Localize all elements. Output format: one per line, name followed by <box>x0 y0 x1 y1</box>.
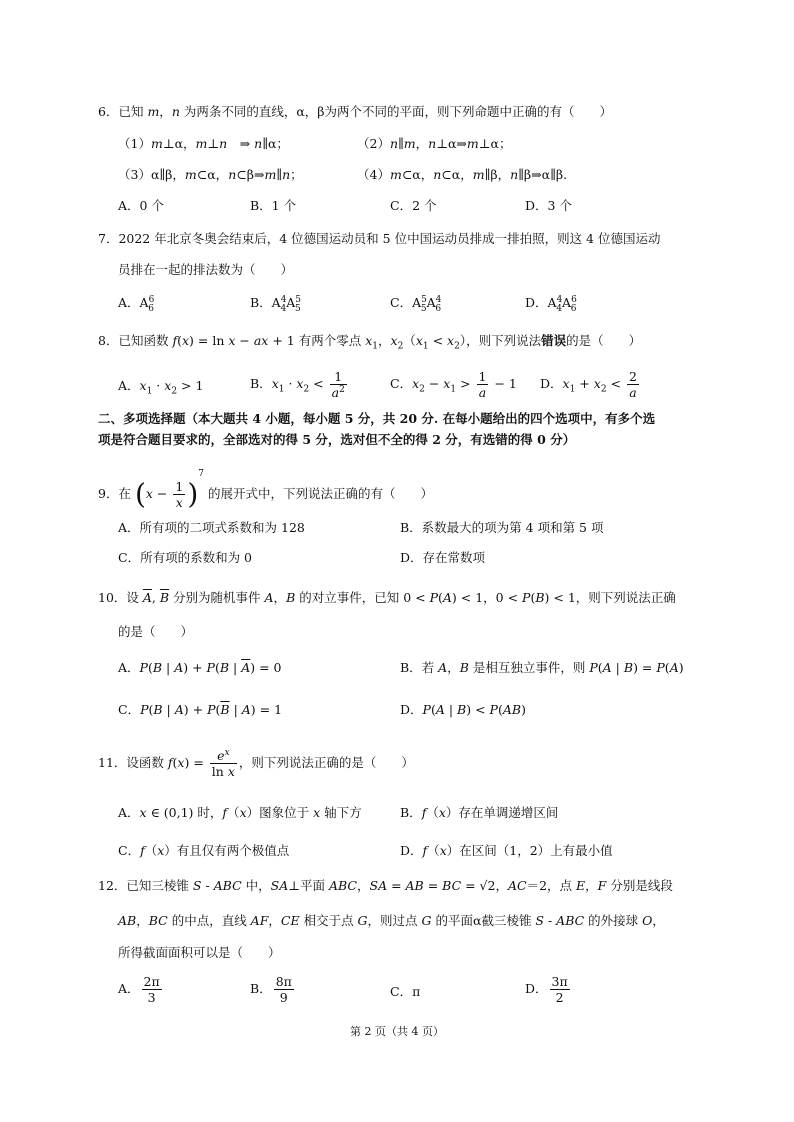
q11-option-d: D．f（x）在区间（1，2）上有最小值 <box>400 843 613 858</box>
section-2-heading-line1: 二、多项选择题（本大题共 4 小题，每小题 5 分，共 20 分. 在每小题给出的四个选项中，有多个选 <box>98 411 656 426</box>
q11-option-b: B．f（x）存在单调递增区间 <box>400 805 559 820</box>
q7-option-a: A．$A^6_6$ <box>118 295 155 314</box>
q12-option-b: B． $\frac{8\pi}{9}$ <box>250 974 292 1005</box>
q7-stem-line2: 员排在一起的排法数为（ ） <box>118 262 294 277</box>
q10-option-d: D．P(A | B) < P(AB) <box>400 702 526 717</box>
q7-option-d: D．$A^4_4A^6_6$ <box>525 295 577 314</box>
q6-option-c: C．2 个 <box>390 198 437 213</box>
q6-statement-4: （4）m⊂α，n⊂α，m∥β，n∥β⇒α∥β. <box>357 167 568 182</box>
q6-stem: 6．已知 m，n 为两条不同的直线，α，β为两个不同的平面，则下列命题中正确的有（ ） <box>98 104 613 119</box>
q12-option-d: D． $\frac{3\pi}{2}$ <box>525 974 568 1005</box>
q6-option-a: A．0 个 <box>118 198 164 213</box>
q6-option-d: D．3 个 <box>525 198 572 213</box>
page-footer: 第 2 页（共 4 页） <box>350 1025 444 1038</box>
q12-option-a: A． $\frac{2\pi}{3}$ <box>118 974 160 1005</box>
q10-stem-line2: 的是（ ） <box>118 624 194 639</box>
q8-option-b: B．$x_1 \cdot x_2$ < $\frac{1}{a^2}$ <box>250 369 345 401</box>
q10-option-b: B．若 A，B 是相互独立事件，则 P(A | B) = P(A) <box>400 660 684 675</box>
section-2-heading-line2: 项是符合题目要求的，全部选对的得 5 分，选对但不全的得 2 分，有选错的得 0 分） <box>98 432 576 447</box>
q9-option-b: B．系数最大的项为第 4 项和第 5 项 <box>400 520 604 535</box>
q12-stem-line3: 所得截面面积可以是（ ） <box>118 945 281 960</box>
q9-stem: 9．在 (x − $\frac{1}{x}$ )$^7$ 的展开式中，下列说法正确的有（ ） <box>98 469 433 511</box>
q8-option-a: A．$x_1 \cdot x_2 > 1$ <box>118 378 204 397</box>
q8-option-d: D．$x_1 + x_2$ < $\frac{2}{a}$ <box>540 369 637 400</box>
q6-statement-2: （2）n∥m，n⊥α⇒m⊥α； <box>357 136 512 151</box>
q9-option-d: D．存在常数项 <box>400 550 486 565</box>
q11-option-a: A．x ∈ (0,1) 时，f（x）图象位于 x 轴下方 <box>118 805 362 820</box>
q7-stem-line1: 7．2022 年北京冬奥会结束后，4 位德国运动员和 5 位中国运动员排成一排拍照，则这 4 位德国运动 <box>98 231 661 246</box>
q6-statement-3: （3）α∥β，m⊂α，n⊂β⇒m∥n； <box>118 167 303 182</box>
q10-option-c: C．P(B | $A) + P(\overline{B}$ | A) = 1 <box>118 702 283 717</box>
q7-option-b: B．$A^4_4A^5_5$ <box>250 295 301 314</box>
q9-option-c: C．所有项的系数和为 0 <box>118 550 252 565</box>
q12-stem-line2: AB，BC 的中点，直线 AF，CE 相交于点 G，则过点 G 的平面α截三棱锥 S - ABC 的外接球 O， <box>118 913 665 928</box>
q10-option-a: A．P(B | A) + P(B | $\overline{A}) = 0$ <box>118 660 282 675</box>
q11-stem: 11．设函数 f(x) = $\frac{e^x}{\text{ln x}}$ ，则下列说法正确的是（ ） <box>98 748 414 780</box>
q6-statement-1: （1）m⊥α，m⊥n ⇒ n∥α； <box>118 136 289 151</box>
q11-option-c: C．f（x）有且仅有两个极值点 <box>118 843 290 858</box>
q6-option-b: B．1 个 <box>250 198 297 213</box>
q8-stem: 8．已知函数 f(x) = ln x − ax + 1 有两个零点 $x_1$，$x_2(x_1 < x_2)$，则下列说法错误的是（ ） <box>98 333 642 352</box>
q10-stem-line1: 10．设 $\overline{A}$, $\overline{B}$ 分别为随机事件 A，B 的对立事件，已知 0 < P(A) < 1，0 < P(B) < 1，则下列说法正确 <box>98 590 676 605</box>
q12-stem-line1: 12．已知三棱锥 S - ABC 中，SA⊥平面 ABC，SA = AB = BC = √2，AC＝2，点 E，F 分别是线段 <box>98 878 673 893</box>
q9-option-a: A．所有项的二项式系数和为 128 <box>118 520 305 535</box>
q8-option-c: C．$x_2 - x_1$ > $\frac{1}{a}$ − 1 <box>390 369 517 400</box>
q12-option-c: C．π <box>390 984 421 999</box>
q7-option-c: C．$A^5_5A^4_6$ <box>390 295 442 314</box>
